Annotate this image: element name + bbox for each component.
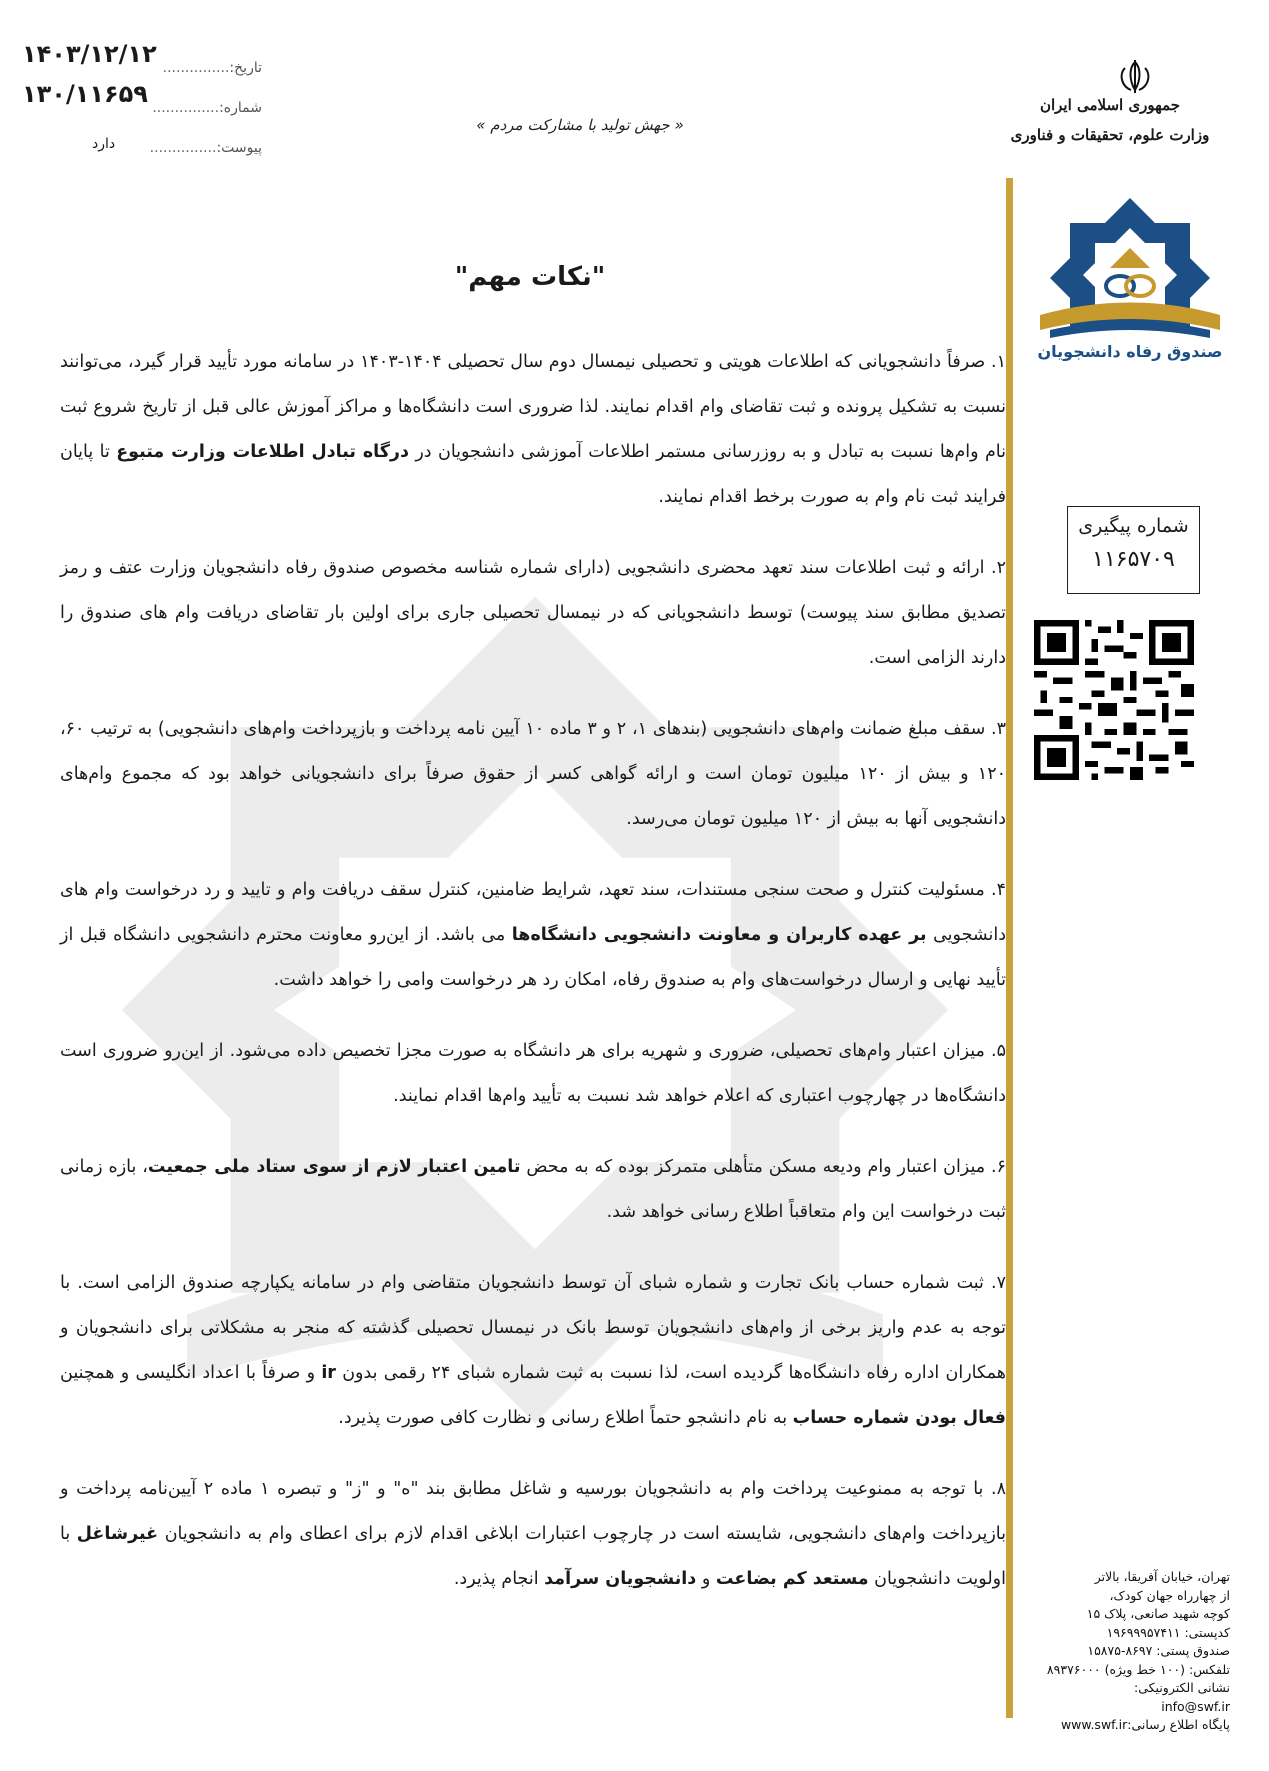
- website-link[interactable]: www.swf.ir: [1060, 1717, 1128, 1732]
- website-row: پایگاه اطلاع رسانی:www.swf.ir: [1060, 1717, 1230, 1732]
- note-item-6: ۶. میزان اعتبار وام ودیعه مسکن متأهلی متمرکز بوده که به محض تامین اعتبار لازم از سوی ستاد ملی جمعیت، بازه زمانی ثبت درخواست این وام متعاقباً اطلاع رسانی خواهد شد.: [60, 1157, 1006, 1222]
- note-item-8: ۸. با توجه به ممنوعیت پرداخت وام به دانشجویان بورسیه و شاغل مطابق بند "ه" و "ز" و تبصره ۱ ماده ۲ آیین‌نامه پرداخت و بازپرداخت وام‌های دانشجویی، شایسته است در چارچوب اعتبارات ابلاغی اقدام لازم برای اعطای وام به دانشجویان غیرشاغل با اولویت دانشجویان مستعد کم بضاعت و دانشجویان سرآمد انجام پذیرد.: [60, 1479, 1006, 1589]
- attachment-row: [22, 120, 262, 160]
- tracking-label: شماره پیگیری: [1078, 515, 1189, 537]
- number-row: [22, 80, 262, 120]
- gold-divider: [1006, 178, 1013, 1718]
- note-item-5: ۵. میزان اعتبار وام‌های تحصیلی، ضروری و شهریه برای هر دانشگاه به صورت مجزا تخصیص داده می‌شود. از این‌رو ضروری است دانشگاه‌ها در چهارچوب اعتباری که اعلام خواهد شد نسبت به تأیید وام‌ها اقدام نمایند.: [60, 1041, 1006, 1106]
- telefax: تلفکس: (۱۰۰ خط ویژه) ۸۹۳۷۶۰۰۰: [1046, 1661, 1230, 1677]
- address-line: از چهارراه جهان کودک،: [1109, 1587, 1230, 1603]
- address-line: کوچه شهید صانعی، پلاک ۱۵: [1086, 1606, 1230, 1621]
- iran-emblem-icon: [1115, 60, 1155, 94]
- note-8-bold: دانشجویان سرآمد: [544, 1569, 697, 1589]
- tracking-number: ۱۱۶۵۷۰۹: [1092, 547, 1175, 572]
- email-row: نشانی الکترونیکی:: [1134, 1680, 1230, 1695]
- number-value: ۱۳۰/۱۱۶۵۹: [22, 80, 148, 108]
- attachment-value: دارد: [92, 136, 116, 152]
- note-item-3: ۳. سقف مبلغ ضمانت وام‌های دانشجویی (بندهای ۱، ۲ و ۳ ماده ۱۰ آیین نامه پرداخت و بازپرداخت وام‌های دانشجویی) به ترتیب ۶۰، ۱۲۰ و بیش از ۱۲۰ میلیون تومان است و ارائه گواهی کسر از حقوق صرفاً برای دانشجویانی خواهد بود که مجموع وام‌های دانشجویی آنها به بیش از ۱۲۰ میلیون تومان می‌رسد.: [60, 719, 1006, 829]
- note-item-4: ۴. مسئولیت کنترل و صحت سنجی مستندات، سند تعهد، شرایط ضامنین، کنترل سقف دریافت وام و تایید و رد درخواست وام های دانشجویی بر عهده کاربران و معاونت دانشجویی دانشگاه‌ها می باشد. از این‌رو معاونت محترم دانشجویی دانشگاه قبل از تأیید نهایی و ارسال درخواست‌های وام به صندوق رفاه، امکان رد هر درخواست وامی را خواهد داشت.: [60, 880, 1007, 990]
- qr-code-icon: [1034, 620, 1194, 780]
- note-7-bold: فعال بودن شماره حساب: [792, 1408, 1006, 1428]
- note-6-bold: تامین اعتبار لازم از سوی ستاد ملی جمعیت: [147, 1157, 521, 1177]
- notes-body: [60, 340, 1006, 1628]
- postal-code: کدپستی: ۱۹۶۹۹۹۵۷۴۱۱: [1106, 1624, 1230, 1640]
- organization-name: صندوق رفاه دانشجویان: [1037, 342, 1223, 361]
- note-item-2: ۲. ارائه و ثبت اطلاعات سند تعهد محضری دانشجویی (دارای شماره شناسه مخصوص صندوق رفاه دانشجویان وزارت عتف و رمز تصدیق مطابق سند پیوست) توسط دانشجویانی که در نیمسال تحصیلی جاری برای اولین بار تقاضای دریافت وام های صندوق را دارند الزامی است.: [60, 558, 1006, 668]
- swf-logo-icon: [1030, 190, 1230, 355]
- note-item-7: ۷. ثبت شماره حساب بانک تجارت و شماره شبای آن توسط دانشجویان متقاضی وام در سامانه یکپارچه صندوق الزامی است. با توجه به عدم واریز برخی از وام‌های دانشجویان توسط بانک در نیمسال تحصیلی گذشته که منجر به مشکلاتی برای دانشجویان و همکاران اداره رفاه دانشگاه‌ها گردیده است، لذا نسبت به ثبت شماره شبای ۲۴ رقمی بدون ir و صرفاً با اعداد انگلیسی و همچنین فعال بودن شماره حساب به نام دانشجو حتماً اطلاع رسانی و نظارت کافی صورت پذیرد.: [60, 1273, 1006, 1428]
- date-row: [22, 40, 262, 80]
- letter-meta: [22, 40, 262, 160]
- po-box: صندوق پستی: ۸۶۹۷-۱۵۸۷۵: [1087, 1643, 1230, 1658]
- tracking-box: [1067, 506, 1200, 594]
- note-4-bold: بر عهده کاربران و معاونت دانشجویی دانشگاه‌ها: [511, 925, 927, 945]
- slogan: « جهش تولید با مشارکت مردم »: [476, 116, 684, 134]
- government-title: جمهوری اسلامی ایران: [1039, 96, 1181, 114]
- page-title: "نکات مهم": [454, 262, 606, 292]
- contact-address: [1030, 1568, 1230, 1735]
- date-label: تاریخ:...............: [162, 60, 262, 76]
- note-item-1: ۱. صرفاً دانشجویانی که اطلاعات هویتی و تحصیلی نیمسال دوم سال تحصیلی ۱۴۰۴-۱۴۰۳ در سامانه مورد تأیید قرار گیرد، می‌توانند نسبت به تشکیل پرونده و ثبت تقاضای وام اقدام نمایند. لذا ضروری است دانشگاه‌ها و مراکز آموزش عالی قبل از تاریخ شروع ثبت نام وام‌ها نسبت به تبادل و به روزرسانی مستمر اطلاعات آموزشی دانشجویان در درگاه تبادل اطلاعات وزارت متبوع تا پایان فرایند ثبت نام وام به صورت برخط اقدام نمایند.: [60, 352, 1007, 507]
- date-value: ۱۴۰۳/۱۲/۱۲: [22, 40, 157, 68]
- address-line: تهران، خیابان آفریقا، بالاتر: [1094, 1569, 1230, 1584]
- note-1-bold: درگاه تبادل اطلاعات وزارت متبوع: [116, 442, 409, 462]
- number-label: شماره:...............: [152, 100, 262, 116]
- email-link[interactable]: info@swf.ir: [1161, 1698, 1230, 1714]
- ministry-title: وزارت علوم، تحقیقات و فناوری: [1010, 126, 1210, 144]
- attachment-label: پیوست:...............: [149, 140, 262, 156]
